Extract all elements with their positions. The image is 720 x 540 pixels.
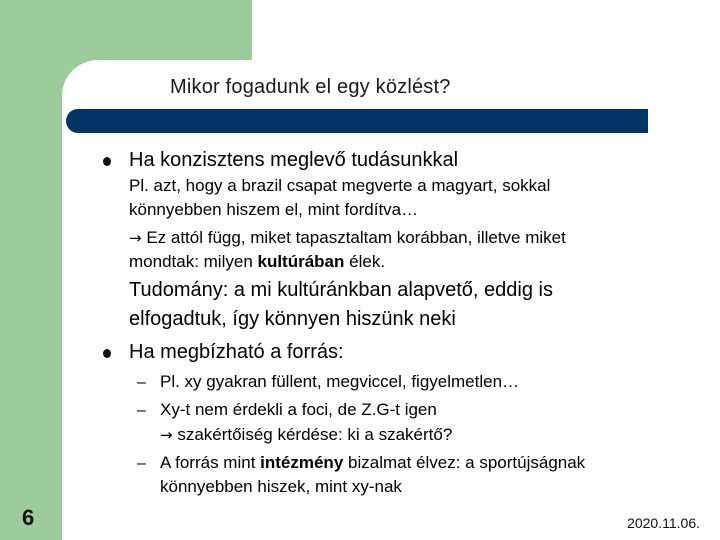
bullet-1-conclusion-line-2: elfogadtuk, így könnyen hiszünk neki	[129, 308, 456, 330]
dash-icon: –	[137, 455, 146, 472]
bullet-1-detail-line-1: Pl. azt, hogy a brazil csapat megverte a magyart, sokkal	[129, 176, 551, 195]
bullet-dot-icon	[103, 349, 111, 358]
bullet-2-arrow-item: → szakértőiség kérdése: ki a szakértő?	[160, 425, 453, 444]
dash-icon: –	[137, 402, 146, 419]
title-underline-bar	[66, 109, 648, 133]
bullet-2-item-3: A forrás mint intézmény bizalmat élvez: a sportújságnak	[160, 453, 586, 472]
arrow-right-icon: →	[160, 426, 173, 444]
bullet-1-text: Ha konzisztens meglevő tudásunkkal	[129, 149, 459, 171]
bullet-1-arrow-line-2: mondtak: milyen kultúrában élek.	[129, 252, 386, 271]
slide-date: 2020.11.06.	[627, 515, 700, 531]
dash-icon: –	[137, 374, 146, 391]
slide-title: Mikor fogadunk el egy közlést?	[170, 76, 451, 98]
bullet-2-item-3-line-2: könnyebben hiszek, mint xy-nak	[160, 477, 402, 496]
bullet-1-arrow-line-1: → Ez attól függ, miket tapasztaltam korábban, illetve miket	[129, 228, 566, 247]
slide-number: 6	[22, 505, 35, 530]
bullet-dot-icon	[103, 157, 111, 166]
bullet-2-text: Ha megbízható a forrás:	[129, 341, 344, 363]
bullet-1-conclusion-line-1: Tudomány: a mi kultúránkban alapvető, eddig is	[129, 279, 553, 301]
bullet-1-detail-line-2: könnyebben hiszem el, mint fordítva…	[129, 200, 419, 219]
bullet-2-item-2: Xy-t nem érdekli a foci, de Z.G-t igen	[160, 400, 437, 419]
arrow-right-icon: →	[129, 229, 142, 247]
bullet-2-item-1: Pl. xy gyakran füllent, megviccel, figyelmetlen…	[160, 372, 520, 391]
